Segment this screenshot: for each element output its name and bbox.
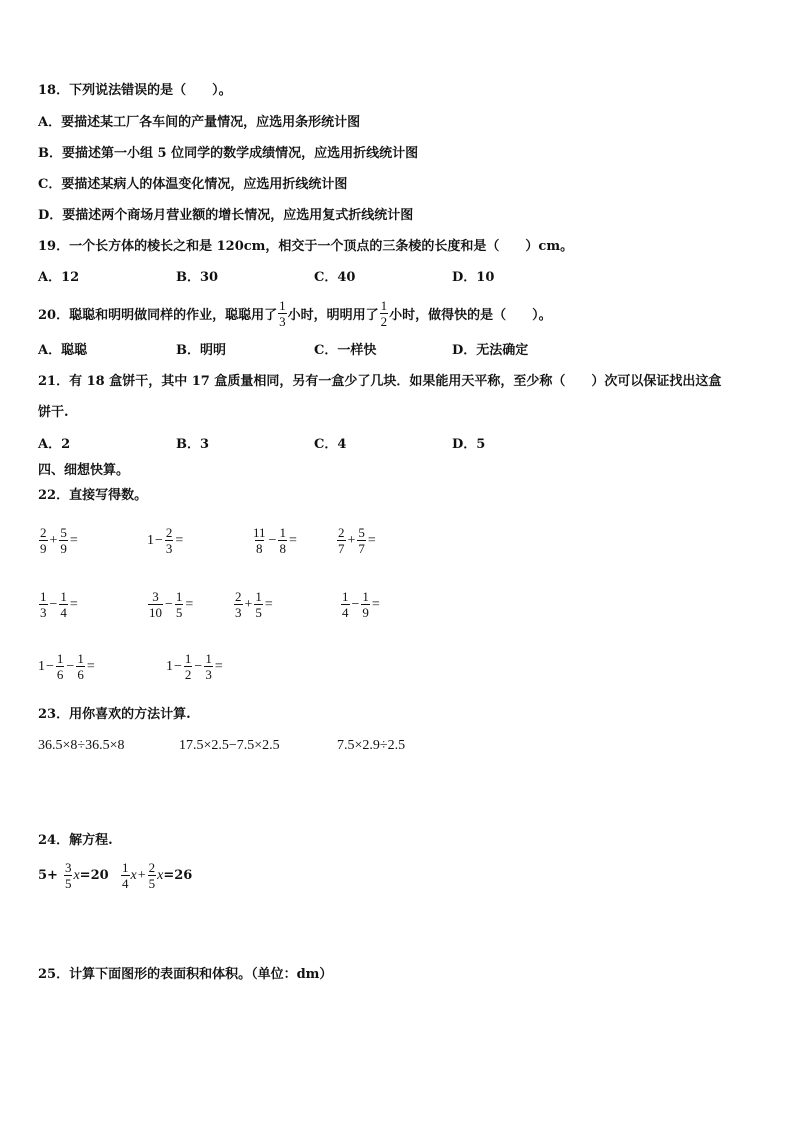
q22-item-1: $\frac{2}{9}$ + $\frac{5}{9}$ = — [40, 525, 78, 556]
q19-option-c: C．40 — [314, 270, 356, 285]
q23-expression-3: 7.5×2.9÷2.5 — [337, 738, 406, 753]
q19-stem: 19．一个长方体的棱长之和是 120cm，相交于一个顶点的三条棱的长度和是（ ）cm。 — [38, 239, 574, 254]
q24-stem: 24．解方程. — [38, 833, 113, 848]
q22-item-9: 1 − $\frac{1}{6}$ − $\frac{1}{6}$ = — [38, 651, 95, 682]
q21-option-c: C．4 — [314, 437, 347, 452]
q20-stem — [38, 298, 552, 329]
q18-option-a: A．要描述某工厂各车间的产量情况，应选用条形统计图 — [38, 115, 361, 130]
q20-option-c: C．一样快 — [314, 343, 377, 358]
q20-option-d: D．无法确定 — [452, 343, 529, 358]
q22-item-4: $\frac{2}{7}$ + $\frac{5}{7}$ = — [338, 525, 376, 556]
q20-option-b: B．明明 — [176, 343, 226, 358]
q22-item-2: 1 − $\frac{2}{3}$ = — [147, 525, 184, 556]
q21-stem-line-1: 21．有 18 盒饼干，其中 17 盒质量相同，另有一盒少了几块．如果能用天平称，至少称（ ）次可以保证找出这盒 — [38, 374, 722, 389]
q22-item-7: $\frac{2}{3}$ + $\frac{1}{5}$ = — [235, 589, 273, 620]
q22-item-3: $\frac{11}{8}$ − $\frac{1}{8}$ = — [253, 525, 297, 556]
q20-stem-part-b: 小时，明明用了 — [287, 308, 379, 323]
q19-option-b: B．30 — [176, 270, 219, 285]
q21-option-b: B．3 — [176, 437, 210, 452]
q24-equation-2: $\frac{1}{4}$ x + $\frac{2}{5}$ x =26 — [122, 860, 193, 891]
q18-option-c: C．要描述某病人的体温变化情况，应选用折线统计图 — [38, 177, 348, 192]
q22-item-10: 1 − $\frac{1}{2}$ − $\frac{1}{3}$ = — [166, 651, 223, 682]
section-4-heading: 四、细想快算。 — [38, 463, 130, 478]
q21-option-d: D．5 — [452, 437, 486, 452]
q20-stem-part-a: 20．聪聪和明明做同样的作业，聪聪用了 — [38, 308, 278, 323]
q23-expression-2: 17.5×2.5−7.5×2.5 — [179, 738, 280, 753]
q18-stem: 18．下列说法错误的是（ ）。 — [38, 83, 232, 98]
q21-option-a: A．2 — [38, 437, 71, 452]
q22-item-8: $\frac{1}{4}$ − $\frac{1}{9}$ = — [342, 589, 380, 620]
q20-stem-part-c: 小时，做得快的是（ ）。 — [389, 308, 552, 323]
q19-option-a: A．12 — [38, 270, 80, 285]
q18-option-b: B．要描述第一小组 5 位同学的数学成绩情况，应选用折线统计图 — [38, 146, 419, 161]
q21-stem-line-2: 饼干. — [38, 405, 69, 420]
q20-fraction-2: $\frac{1}{2}$ — [380, 298, 388, 329]
q22-item-6: $\frac{3}{10}$ − $\frac{1}{5}$ = — [149, 589, 194, 620]
q18-option-d: D．要描述两个商场月营业额的增长情况，应选用复式折线统计图 — [38, 208, 414, 223]
q25-stem: 25．计算下面图形的表面积和体积。（单位：dm） — [38, 967, 333, 982]
q20-fraction-1: $\frac{1}{3}$ — [279, 298, 286, 329]
q20-option-a: A．聪聪 — [38, 343, 88, 358]
q19-option-d: D．10 — [452, 270, 495, 285]
q23-expression-1: 36.5×8÷36.5×8 — [38, 738, 125, 753]
q24-equation-1: 5+ $\frac{3}{5}$ x =20 — [38, 860, 109, 891]
q22-item-5: $\frac{1}{3}$ − $\frac{1}{4}$ = — [40, 589, 78, 620]
q22-stem: 22．直接写得数。 — [38, 488, 148, 503]
q23-stem: 23．用你喜欢的方法计算. — [38, 707, 191, 722]
